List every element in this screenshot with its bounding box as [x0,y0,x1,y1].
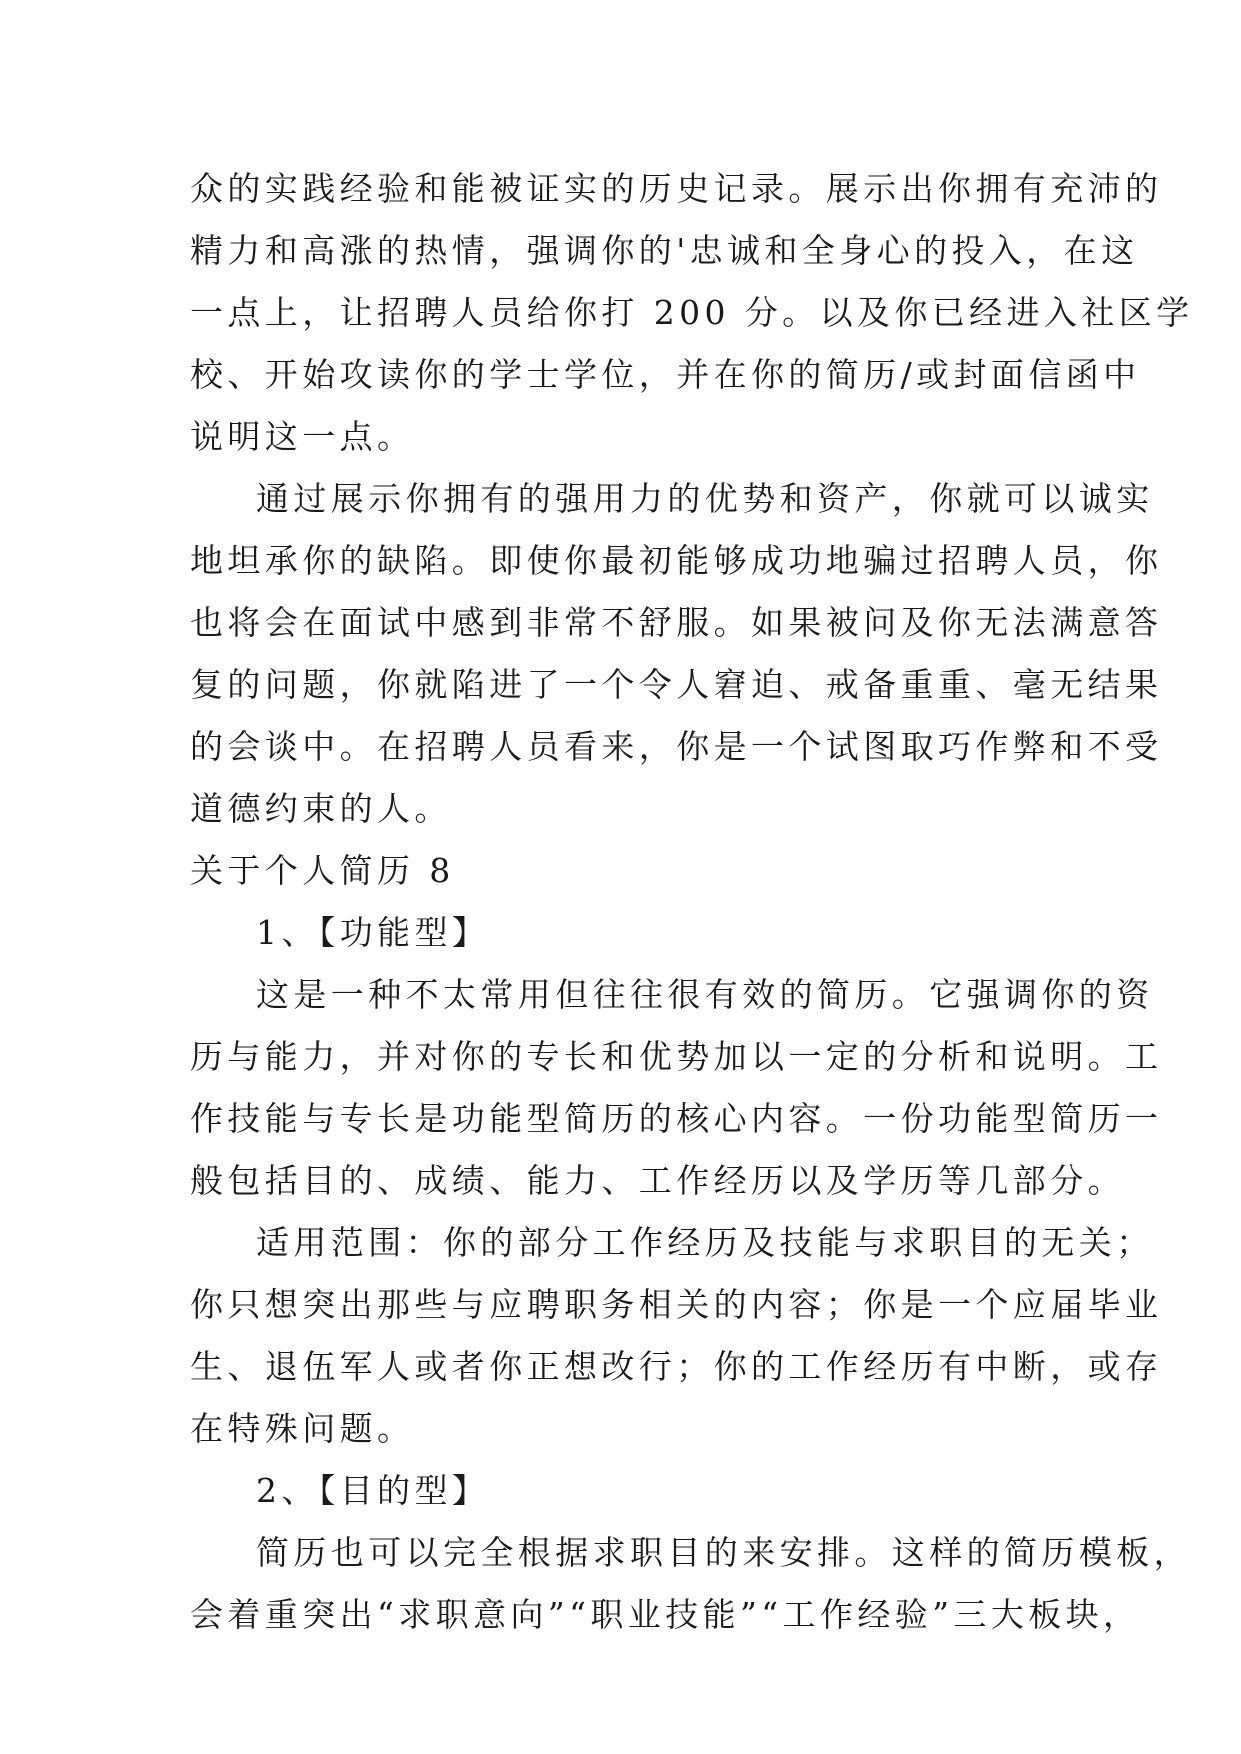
paragraph-line: 也将会在面试中感到非常不舒服。如果被问及你无法满意答 [190,603,1163,642]
paragraph-line: 在特殊问题。 [190,1409,415,1448]
section-heading: 关于个人简历 8 [190,851,455,890]
paragraph-line: 道德约束的人。 [190,789,452,828]
document-page [190,158,1194,1646]
paragraph-line: 这是一种不太常用但往往很有效的简历。它强调你的资 [256,975,1154,1014]
paragraph-line: 的会谈中。在招聘人员看来，你是一个试图取巧作弊和不受 [190,727,1163,766]
paragraph-line: 生、退伍军人或者你正想改行；你的工作经历有中断，或存 [190,1347,1163,1386]
paragraph-line: 适用范围：你的部分工作经历及技能与求职目的无关； [256,1223,1154,1262]
paragraph-line: 般包括目的、成绩、能力、工作经历以及学历等几部分。 [190,1161,1125,1200]
paragraph-line: 众的实践经验和能被证实的历史记录。展示出你拥有充沛的 [190,169,1163,208]
paragraph-line: 说明这一点。 [190,417,415,456]
subsection-heading: 2、【目的型】 [256,1471,490,1510]
paragraph-line: 你只想突出那些与应聘职务相关的内容；你是一个应届毕业 [190,1285,1163,1324]
paragraph-line: 会着重突出“求职意向”“职业技能”“工作经验”三大板块， [190,1595,1141,1634]
paragraph-line: 地坦承你的缺陷。即使你最初能够成功地骗过招聘人员，你 [190,541,1163,580]
paragraph-line: 通过展示你拥有的强用力的优势和资产，你就可以诚实 [256,479,1154,518]
paragraph-line: 校、开始攻读你的学士学位，并在你的简历/或封面信函中 [190,355,1141,394]
paragraph-line: 精力和高涨的热情，强调你的'忠诚和全身心的投入，在这 [190,231,1139,270]
paragraph-line: 简历也可以完全根据求职目的来安排。这样的简历模板， [256,1533,1191,1572]
subsection-heading: 1、【功能型】 [256,913,490,952]
paragraph-line: 一点上，让招聘人员给你打 200 分。以及你已经进入社区学 [190,293,1194,332]
paragraph-line: 作技能与专长是功能型简历的核心内容。一份功能型简历一 [190,1099,1163,1138]
paragraph-line: 复的问题，你就陷进了一个令人窘迫、戒备重重、毫无结果 [190,665,1163,704]
paragraph-line: 历与能力，并对你的专长和优势加以一定的分析和说明。工 [190,1037,1163,1076]
